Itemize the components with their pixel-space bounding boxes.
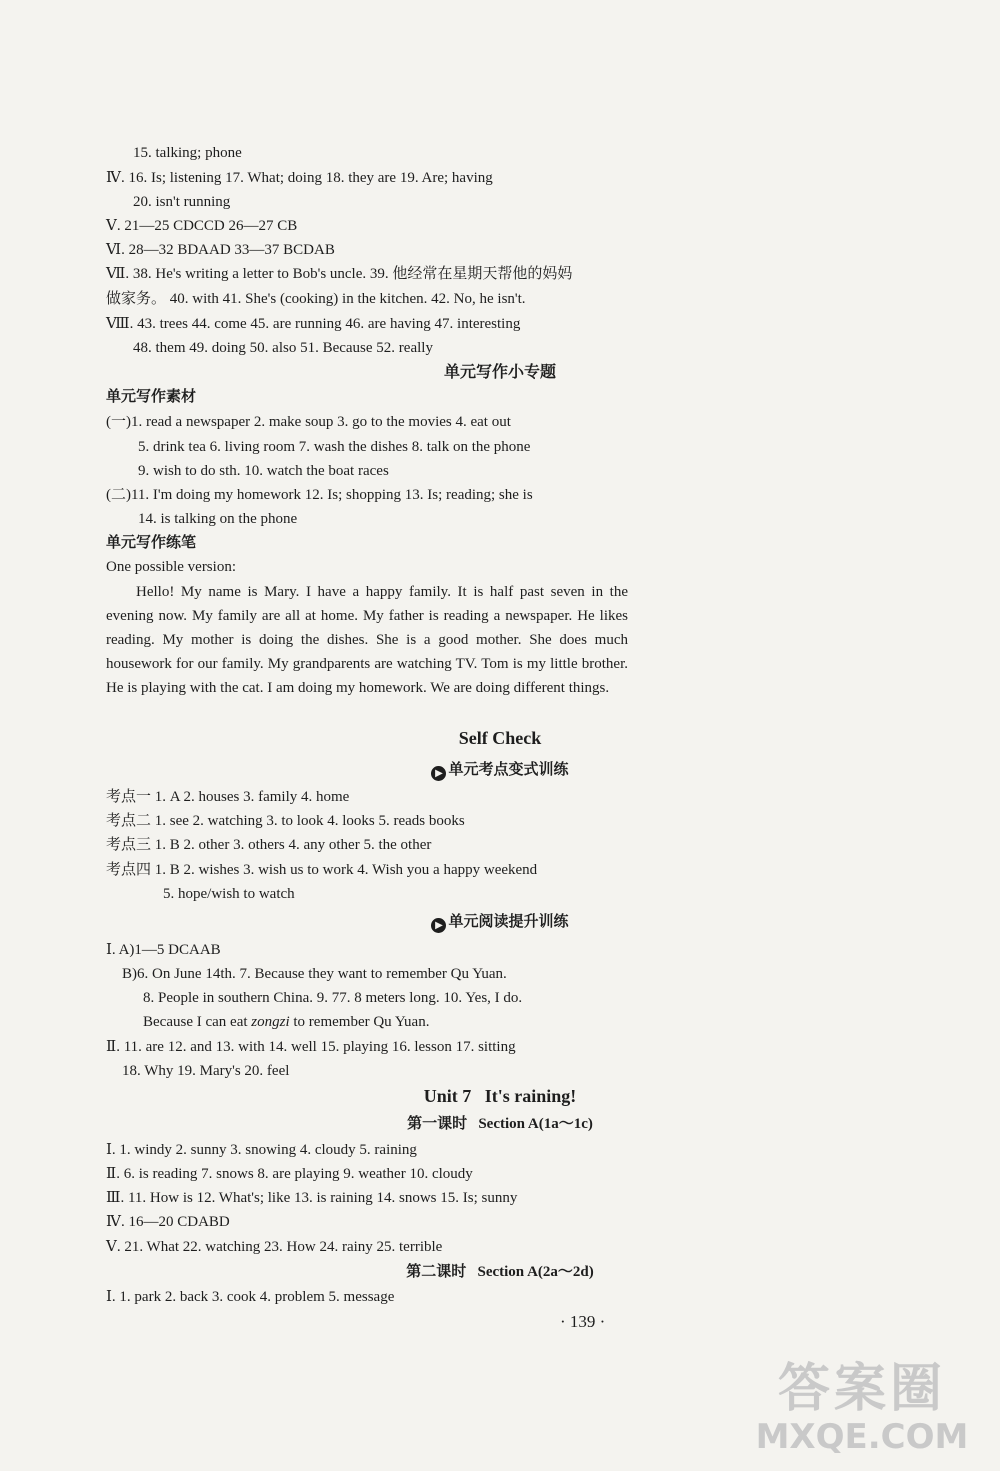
answer-line: Ⅳ. 16—20 CDABD — [106, 1214, 230, 1230]
answer-line: Ⅰ. 1. windy 2. sunny 3. snowing 4. cloudy 5. raining — [106, 1142, 417, 1158]
answer-line: 考点三 1. B 2. other 3. others 4. any other 5. the other — [106, 837, 432, 853]
lesson-heading: 第二课时 Section A(2a～2d) — [406, 1264, 594, 1280]
answer-line: 考点二 1. see 2. watching 3. to look 4. looks 5. reads books — [106, 813, 465, 829]
section-heading: 单元写作小专题 — [443, 364, 556, 381]
answer-line: Ⅵ. 28—32 BDAAD 33—37 BCDAB — [106, 242, 335, 258]
answer-line: Ⅴ. 21. What 22. watching 23. How 24. rainy 25. terrible — [106, 1239, 443, 1255]
answer-line: 考点四 1. B 2. wishes 3. wish us to work 4. Wish you a happy weekend — [106, 862, 538, 878]
answer-line: 20. isn't running — [133, 194, 231, 210]
subsection-heading: 单元写作练笔 — [106, 535, 197, 551]
answer-line: Ⅴ. 21—25 CDCCD 26—27 CB — [106, 218, 298, 234]
subsection-heading — [0, 912, 1000, 933]
answer-line: 15. talking; phone — [133, 145, 242, 161]
unit-title: Unit 7 It's raining! — [423, 1086, 577, 1106]
subsection-heading-text: 单元阅读提升训练 — [448, 914, 569, 930]
play-circle-icon: ▶ — [431, 918, 446, 933]
answer-text: to remember Qu Yuan. — [289, 1014, 430, 1030]
answer-text: zongzi — [251, 1014, 290, 1030]
subsection-heading-text: 单元考点变式训练 — [448, 762, 569, 778]
play-circle-icon: ▶ — [431, 766, 446, 781]
answer-line: 5. hope/wish to watch — [163, 886, 295, 902]
answer-line: 8. People in southern China. 9. 77. 8 meters long. 10. Yes, I do. — [143, 990, 523, 1006]
lesson-heading: 第一课时 Section A(1a～1c) — [407, 1116, 593, 1132]
answer-line: 18. Why 19. Mary's 20. feel — [122, 1063, 290, 1079]
answer-line: (二)11. I'm doing my homework 12. Is; shopping 13. Is; reading; she is — [106, 487, 533, 503]
site-watermark — [752, 1359, 972, 1459]
answer-line: One possible version: — [106, 559, 236, 575]
page-number: · 139 · — [560, 1312, 606, 1331]
answer-line: 48. them 49. doing 50. also 51. Because 52. really — [133, 340, 433, 356]
answer-line: Ⅶ. 38. He's writing a letter to Bob's uncle. 39. 他经常在星期天帮他的妈妈 — [106, 266, 573, 282]
answer-line: Ⅳ. 16. Is; listening 17. What; doing 18. they are 19. Are; having — [106, 170, 493, 186]
answer-line: Ⅱ. 11. are 12. and 13. with 14. well 15. playing 16. lesson 17. sitting — [106, 1039, 516, 1055]
subsection-heading: 单元写作素材 — [106, 389, 197, 405]
answer-line: 5. drink tea 6. living room 7. wash the dishes 8. talk on the phone — [138, 439, 531, 455]
answer-line: 做家务。 40. with 41. She's (cooking) in the kitchen. 42. No, he isn't. — [106, 291, 526, 307]
answer-line: (一)1. read a newspaper 2. make soup 3. go to the movies 4. eat out — [106, 414, 511, 430]
subsection-heading — [0, 760, 1000, 781]
answer-line: Ⅷ. 43. trees 44. come 45. are running 46. are having 47. interesting — [106, 316, 521, 332]
answer-line: B)6. On June 14th. 7. Because they want to remember Qu Yuan. — [122, 966, 507, 982]
watermark-logo-text: 答案圈 — [777, 1359, 946, 1419]
answer-line: Ⅱ. 6. is reading 7. snows 8. are playing 9. weather 10. cloudy — [106, 1166, 473, 1182]
answer-text: Because I can eat — [143, 1014, 252, 1030]
watermark-url: MXQE.COM — [755, 1417, 969, 1457]
answer-line: 9. wish to do sth. 10. watch the boat races — [138, 463, 389, 479]
answer-line: Ⅰ. A)1—5 DCAAB — [106, 942, 221, 958]
section-heading: Self Check — [458, 728, 542, 748]
answer-line: 14. is talking on the phone — [138, 511, 298, 527]
answer-line: 考点一 1. A 2. houses 3. family 4. home — [106, 789, 350, 805]
answer-line: Ⅲ. 11. How is 12. What's; like 13. is raining 14. snows 15. Is; sunny — [106, 1190, 518, 1206]
sample-essay: Hello! My name is Mary. I have a happy family. It is half past seven in the evening now. My family are all at home. My father is reading a newspaper. He likes reading. My mother is doing the dishes. She is a good mother. She does much housework for our family. My grandparents are watching TV. Tom is my little brother. He is playing with the cat. I am doing my homework. We are doing different things. — [106, 584, 628, 696]
answer-line: Ⅰ. 1. park 2. back 3. cook 4. problem 5. message — [106, 1289, 395, 1305]
answer-line — [143, 1012, 429, 1032]
